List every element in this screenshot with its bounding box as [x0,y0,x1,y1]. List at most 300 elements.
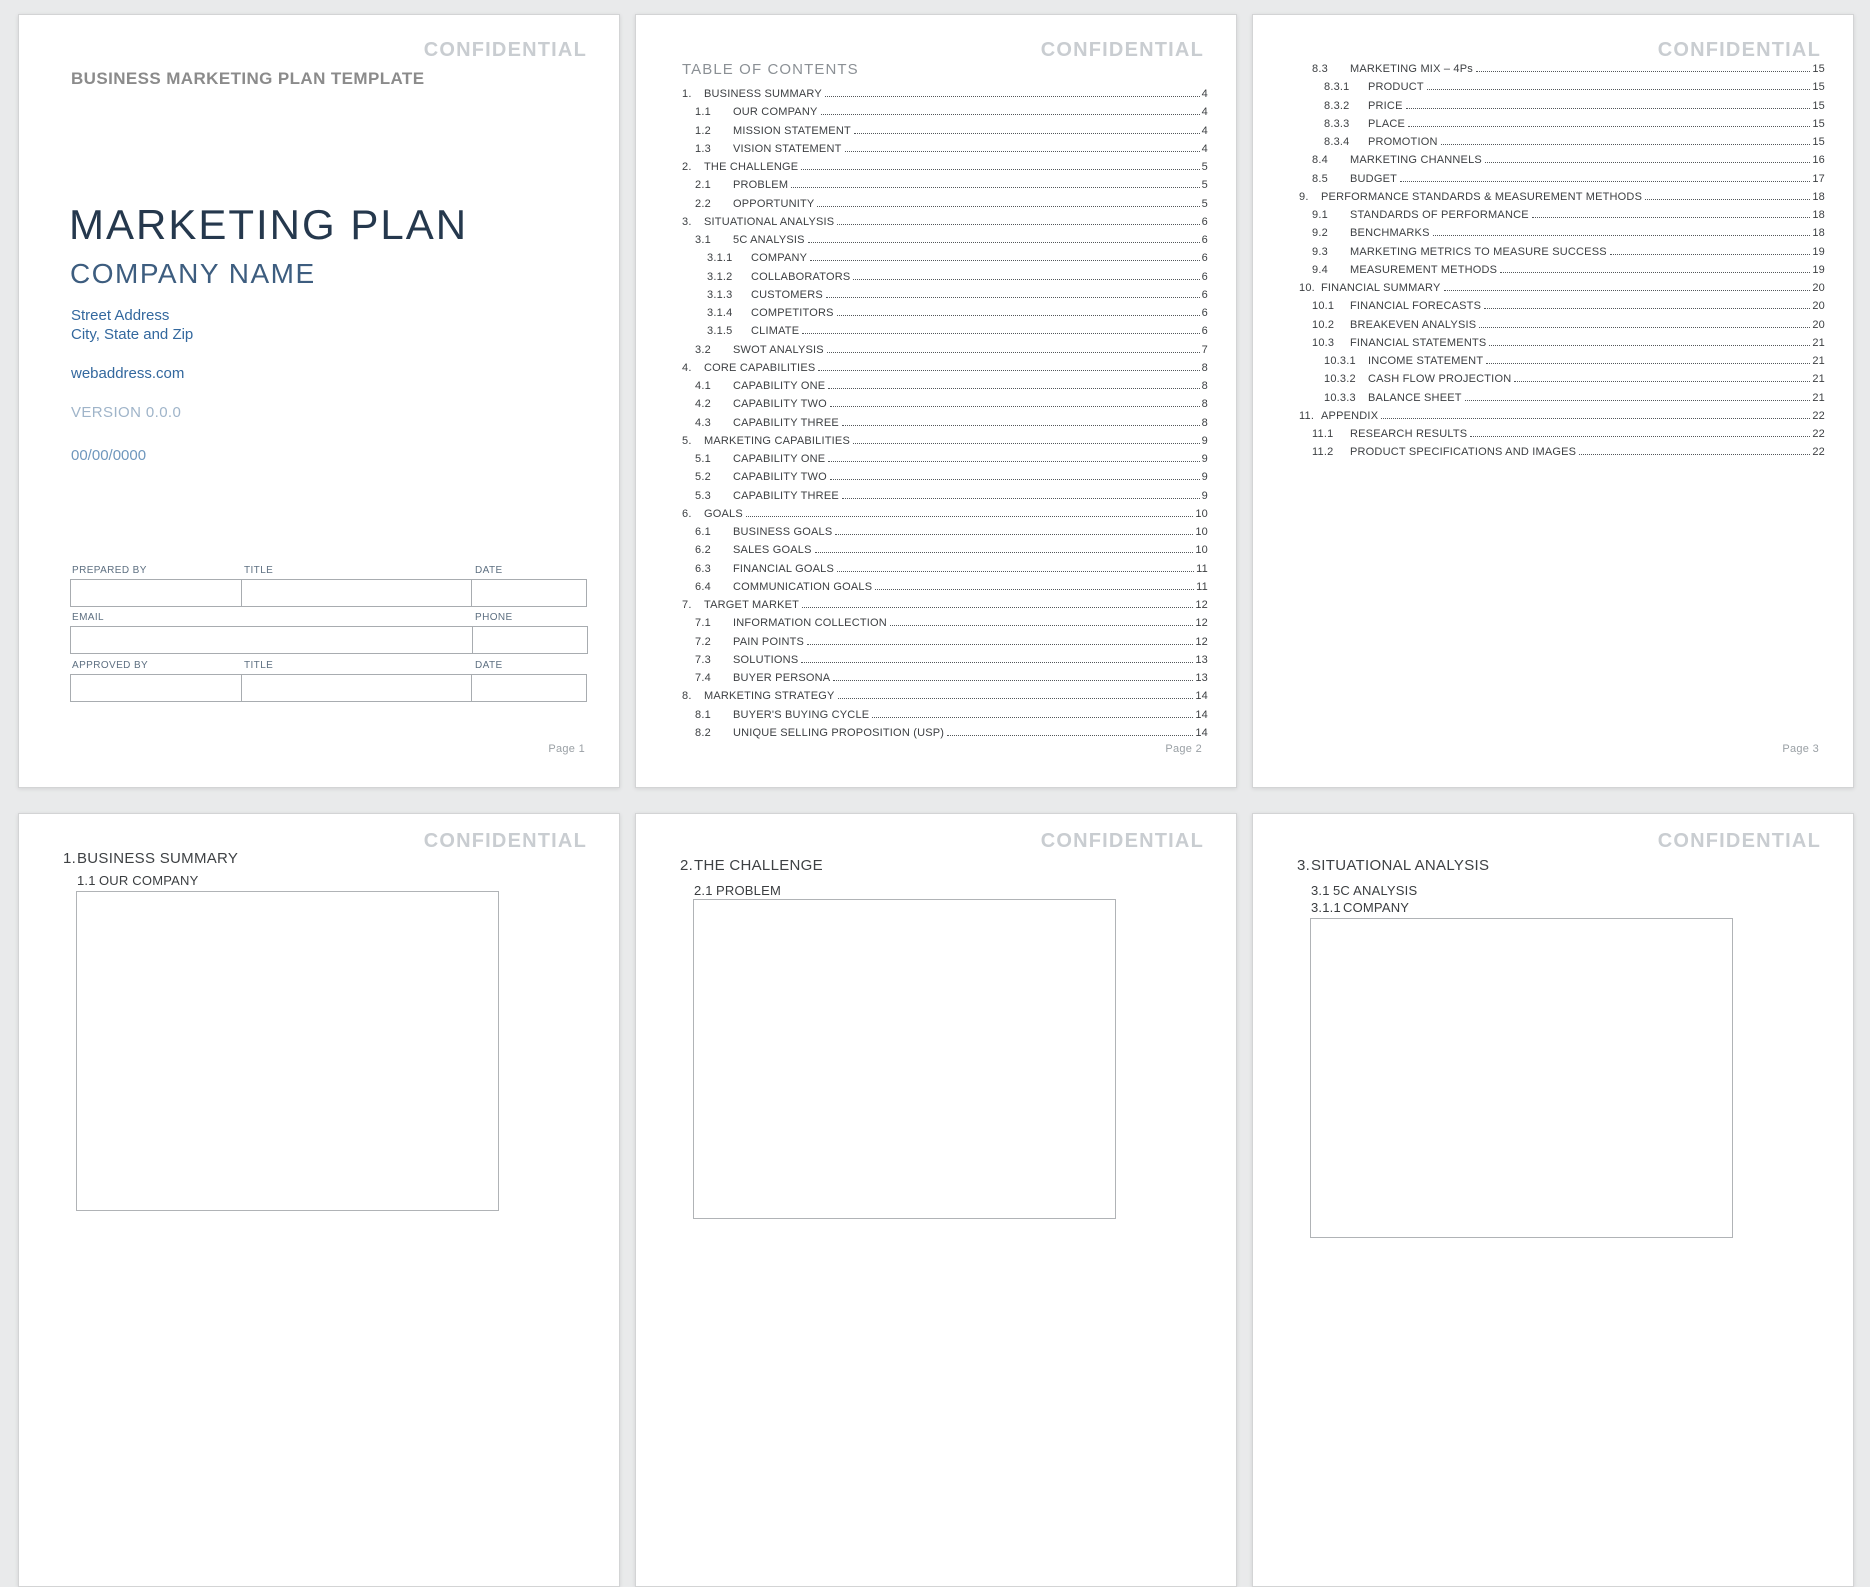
approved-date-field[interactable] [471,674,587,702]
section-title: SITUATIONAL ANALYSIS [1311,857,1490,874]
toc-entry-number: 10.2 [1312,318,1335,331]
toc-entry-label: 5C ANALYSIS [733,234,805,246]
toc-entry [636,234,1208,252]
subsection-title: 5C ANALYSIS [1333,883,1418,898]
leader-dots [791,187,1199,188]
toc-entry-page: 4 [1201,124,1208,137]
toc-heading: TABLE OF CONTENTS [682,61,859,78]
leader-dots [842,425,1200,426]
toc-entry-page: 6 [1201,252,1208,265]
toc-entry-page: 13 [1195,653,1208,666]
confidential-watermark: CONFIDENTIAL [1657,830,1821,852]
leader-dots [818,370,1199,371]
toc-entry-label: OPPORTUNITY [733,197,815,210]
toc-entry-label: CAPABILITY ONE [733,453,826,465]
toc-entry-label: COMMUNICATION GOALS [733,580,873,593]
toc-entry-page: 8 [1201,416,1208,429]
toc-entry [1253,100,1825,118]
toc-entry-label: SITUATIONAL ANALYSIS [704,215,835,228]
confidential-watermark: CONFIDENTIAL [1040,39,1204,61]
toc-entry-number: 5.3 [695,489,711,502]
document-page-cover [18,14,620,788]
toc-entry-page: 18 [1812,227,1825,240]
toc-entry-page: 9 [1201,453,1208,465]
leader-dots [1444,290,1811,291]
toc-entry [636,307,1208,325]
toc-entry-label: CORE CAPABILITIES [704,361,816,374]
toc-entry-page: 9 [1201,434,1208,447]
toc-entry-label: INFORMATION COLLECTION [733,617,887,630]
leader-dots [815,552,1194,553]
toc-entry-label: SWOT ANALYSIS [733,343,824,356]
toc-entry-number: 4.2 [695,398,711,411]
toc-entry-number: 8.1 [695,708,711,721]
signoff-form [70,561,589,702]
toc-entry [636,143,1208,161]
section-title: BUSINESS SUMMARY [77,850,239,867]
leader-dots [830,479,1200,480]
leader-dots [1486,363,1810,364]
toc-entry-page: 14 [1195,690,1208,703]
toc-entry-number: 3.2 [695,343,711,356]
toc-entry-number: 7. [682,599,692,611]
leader-dots [802,333,1199,334]
toc-entry-page: 15 [1812,136,1825,148]
leader-dots [1465,400,1811,401]
toc-entry-number: 6.3 [695,562,711,575]
problem-text-box[interactable] [693,899,1116,1219]
toc-entry-label: SOLUTIONS [733,653,799,666]
toc-entry-page: 17 [1812,172,1825,185]
toc-entry [636,690,1208,708]
toc-entry [1253,373,1825,391]
toc-entry-label: MARKETING METRICS TO MEASURE SUCCESS [1350,245,1607,258]
toc-entry-page: 14 [1195,708,1208,721]
web-address: webaddress.com [71,365,185,382]
toc-entry-number: 1. [682,88,692,100]
leader-dots [1433,235,1811,236]
toc-entry-number: 2.1 [695,179,711,192]
toc-entry [1253,191,1825,209]
version-label: VERSION 0.0.0 [71,404,182,421]
leader-dots [1470,436,1810,437]
toc-entry-number: 4. [682,361,692,374]
toc-entry-number: 3.1.4 [707,307,733,319]
toc-entry [636,709,1208,727]
leader-dots [1441,144,1811,145]
subsubsection-title: COMPANY [1343,900,1410,915]
subsection-heading [694,883,781,898]
leader-dots [1500,272,1810,273]
toc-entry-number: 8.3.4 [1324,136,1350,148]
toc-entry-label: PRODUCT [1368,81,1424,94]
leader-dots [817,206,1199,207]
leader-dots [854,133,1200,134]
subsection-title: OUR COMPANY [99,873,199,888]
toc-entry-label: UNIQUE SELLING PROPOSITION (USP) [733,726,945,739]
toc-entry [636,417,1208,435]
leader-dots [837,315,1200,316]
toc-entry-number: 6.4 [695,580,711,593]
section-heading [680,857,823,874]
toc-entry-label: PRODUCT SPECIFICATIONS AND IMAGES [1350,446,1577,459]
toc-entry-label: THE CHALLENGE [704,161,799,173]
subsubsection-number: 3.1.1 [1311,900,1341,915]
template-header: BUSINESS MARKETING PLAN TEMPLATE [71,69,425,88]
toc-entry [1253,392,1825,410]
leader-dots [1610,254,1811,255]
toc-entry [636,88,1208,106]
toc-entry-page: 15 [1812,99,1825,112]
approved-by-field[interactable] [70,674,242,702]
toc-entry [1253,428,1825,446]
approver-title-field[interactable] [241,674,472,702]
section-heading [1297,857,1489,874]
leader-dots [842,498,1200,499]
toc-entry-label: PERFORMANCE STANDARDS & MEASUREMENT METHODS [1321,190,1643,203]
document-page-situational-analysis [1252,813,1854,1587]
document-page-toc-2 [1252,14,1854,788]
subsection-heading [1311,883,1417,898]
toc-entry-number: 9.1 [1312,209,1328,221]
toc-entry [636,636,1208,654]
date-label: 00/00/0000 [71,447,147,464]
toc-entry-number: 8.3.2 [1324,99,1350,112]
toc-entry [636,271,1208,289]
toc-entry-number: 10. [1299,282,1315,294]
toc-entry-page: 16 [1812,154,1825,167]
toc-entry-number: 9.3 [1312,245,1328,258]
toc-entry-number: 4.3 [695,416,711,429]
toc-entry-page: 18 [1812,190,1825,203]
page-number-footer: Page 3 [1782,743,1819,755]
subsubsection-heading [1311,900,1409,915]
city-state-zip: City, State and Zip [71,325,194,343]
toc-entry [636,453,1208,471]
toc-entry-label: COLLABORATORS [751,270,851,283]
toc-entry [636,289,1208,307]
toc-entry [636,508,1208,526]
toc-entry-page: 6 [1201,325,1208,338]
email-field[interactable] [70,626,473,654]
leader-dots [830,406,1200,407]
leader-dots [872,717,1193,718]
toc-entry-page: 6 [1201,288,1208,301]
leader-dots [828,388,1199,389]
prepared-by-field[interactable] [70,579,242,607]
leader-dots [837,571,1194,572]
approved-by-label: APPROVED BY [72,660,149,671]
toc-entry [1253,227,1825,245]
toc-entry-page: 21 [1812,336,1825,349]
toc-entry [636,380,1208,398]
toc-entry-page: 12 [1195,599,1208,611]
toc-entry-number: 1.2 [695,124,711,137]
toc-entry-page: 15 [1812,81,1825,94]
section-number: 1. [63,850,77,867]
toc-entry-page: 14 [1195,726,1208,739]
toc-entry-number: 6. [682,507,692,520]
toc-entry-page: 4 [1201,142,1208,155]
toc-entry-number: 8.3.3 [1324,117,1350,130]
toc-entry-number: 10.1 [1312,300,1335,313]
toc-entry [636,727,1208,745]
leader-dots [833,680,1193,681]
leader-dots [835,534,1193,535]
toc-entry-label: CAPABILITY TWO [733,398,827,411]
toc-entry-label: RESEARCH RESULTS [1350,428,1468,440]
toc-entry [636,344,1208,362]
toc-entry [636,161,1208,179]
leader-dots [1485,162,1810,163]
toc-entry [636,398,1208,416]
leader-dots [801,662,1193,663]
leader-dots [1408,126,1810,127]
toc-entry [636,490,1208,508]
toc-entry-label: CAPABILITY TWO [733,471,827,484]
toc-entry-label: PRICE [1368,99,1403,112]
toc-entry-label: CUSTOMERS [751,288,823,301]
toc-entry-label: MARKETING MIX – 4Ps [1350,63,1473,75]
toc-entry-number: 11. [1299,409,1315,422]
leader-dots [827,352,1200,353]
leader-dots [837,224,1199,225]
phone-field[interactable] [472,626,588,654]
toc-entry-page: 5 [1201,179,1208,192]
leader-dots [1532,217,1811,218]
leader-dots [947,735,1193,736]
prepared-date-field[interactable] [471,579,587,607]
toc-entry-label: COMPETITORS [751,307,834,319]
toc-entry-label: MARKETING CAPABILITIES [704,434,851,447]
toc-entry-label: BALANCE SHEET [1368,391,1462,404]
toc-entry-number: 8.4 [1312,154,1328,167]
title-label: TITLE [244,565,274,576]
toc-entry-number: 11.1 [1312,428,1334,440]
toc-entry-page: 10 [1195,526,1208,538]
toc-entry [1253,446,1825,464]
our-company-text-box[interactable] [76,891,499,1211]
toc-entry-label: PAIN POINTS [733,635,805,648]
leader-dots [1400,181,1810,182]
subsection-heading [77,873,198,888]
toc-entry-number: 5.2 [695,471,711,484]
toc-entry-label: MISSION STATEMENT [733,124,851,137]
company-address [71,307,193,344]
toc-entry [1253,154,1825,172]
toc-entry-number: 3.1.2 [707,270,733,283]
toc-entry-number: 5.1 [695,453,711,465]
phone-label: PHONE [475,612,513,623]
leader-dots [1427,89,1811,90]
toc-entry-label: FINANCIAL SUMMARY [1321,282,1441,294]
leader-dots [808,242,1200,243]
toc-entry-label: CAPABILITY THREE [733,489,839,502]
toc-entry-number: 8.5 [1312,172,1328,185]
toc-entry-label: PLACE [1368,117,1406,130]
leader-dots [853,279,1199,280]
company-name: COMPANY NAME [70,258,316,289]
confidential-watermark: CONFIDENTIAL [423,39,587,61]
toc-entry-page: 8 [1201,361,1208,374]
toc-entry-number: 8.3.1 [1324,81,1350,94]
toc-entry-page: 6 [1201,307,1208,319]
toc-entry [636,362,1208,380]
email-label: EMAIL [72,612,105,623]
toc-entry-label: FINANCIAL GOALS [733,562,835,575]
leader-dots [1514,381,1810,382]
toc-entry-page: 11 [1196,562,1208,575]
toc-entry-page: 12 [1195,617,1208,630]
toc-entry-label: FINANCIAL STATEMENTS [1350,336,1487,349]
toc-entry-number: 3.1 [695,234,711,246]
toc-entry-page: 21 [1812,355,1825,367]
toc-entry-label: PROMOTION [1368,136,1438,148]
toc-entry-label: BENCHMARKS [1350,227,1430,240]
toc-entry-number: 10.3.2 [1324,373,1356,386]
section-title: THE CHALLENGE [694,857,823,874]
toc-entry-page: 20 [1812,318,1825,331]
leader-dots [746,516,1193,517]
leader-dots [1381,418,1810,419]
toc-entry [1253,209,1825,227]
toc-entry-label: GOALS [704,507,743,520]
toc-entry-label: CASH FLOW PROJECTION [1368,373,1512,386]
toc-entry-number: 10.3 [1312,336,1335,349]
approver-title-label: TITLE [244,660,274,671]
leader-dots [828,461,1199,462]
toc-entry-page: 18 [1812,209,1825,221]
toc-entry-number: 6.1 [695,526,711,538]
toc-entry-label: COMPANY [751,252,808,265]
leader-dots [1484,308,1810,309]
toc-entry [636,125,1208,143]
toc-entry [1253,282,1825,300]
toc-entry-number: 1.3 [695,142,711,155]
toc-entry-number: 3.1.3 [707,288,733,301]
toc-entry [636,216,1208,234]
toc-entry-page: 13 [1195,672,1208,684]
toc-list [1253,63,1825,465]
leader-dots [825,96,1200,97]
toc-entry-page: 8 [1201,398,1208,411]
confidential-watermark: CONFIDENTIAL [423,830,587,852]
toc-entry [636,325,1208,343]
toc-entry-page: 21 [1812,391,1825,404]
leader-dots [1579,454,1810,455]
toc-entry [636,563,1208,581]
toc-entry [636,544,1208,562]
toc-entry-page: 6 [1201,215,1208,228]
toc-entry-label: CAPABILITY THREE [733,416,839,429]
toc-entry [636,198,1208,216]
toc-entry-label: CLIMATE [751,325,800,338]
toc-entry-label: MEASUREMENT METHODS [1350,263,1498,276]
toc-entry-page: 11 [1196,580,1208,593]
toc-entry-number: 9. [1299,190,1309,203]
company-text-box[interactable] [1310,918,1733,1238]
toc-entry-number: 1.1 [695,106,711,119]
toc-entry [636,252,1208,270]
approved-date-label: DATE [475,660,503,671]
toc-entry-label: APPENDIX [1321,409,1379,422]
leader-dots [1479,327,1810,328]
toc-entry [636,617,1208,635]
leader-dots [1476,71,1810,72]
leader-dots [810,260,1199,261]
toc-entry [1253,410,1825,428]
toc-entry-page: 7 [1201,343,1208,356]
toc-entry [1253,136,1825,154]
toc-entry [636,471,1208,489]
toc-entry-page: 22 [1812,446,1825,459]
toc-list [636,88,1208,745]
toc-entry-page: 5 [1201,197,1208,210]
section-number: 2. [680,857,694,874]
toc-entry-label: BUSINESS GOALS [733,526,833,538]
toc-entry [1253,118,1825,136]
toc-entry-page: 15 [1812,63,1825,75]
toc-entry-page: 10 [1195,544,1208,557]
toc-entry-page: 20 [1812,300,1825,313]
leader-dots [826,297,1200,298]
toc-entry [1253,355,1825,373]
toc-entry-number: 7.4 [695,672,711,684]
toc-entry [636,435,1208,453]
toc-entry-page: 9 [1201,489,1208,502]
toc-entry-number: 8.3 [1312,63,1328,75]
toc-entry-label: BUSINESS SUMMARY [704,88,822,100]
toc-entry [1253,63,1825,81]
toc-entry [636,581,1208,599]
toc-entry-label: OUR COMPANY [733,106,818,119]
toc-entry-page: 12 [1195,635,1208,648]
toc-entry [1253,246,1825,264]
toc-entry-page: 8 [1201,380,1208,392]
toc-entry-number: 3. [682,215,692,228]
confidential-watermark: CONFIDENTIAL [1657,39,1821,61]
toc-entry-label: VISION STATEMENT [733,142,842,155]
toc-entry-page: 20 [1812,282,1825,294]
subsection-number: 3.1 [1311,883,1330,898]
prepared-by-label: PREPARED BY [72,565,147,576]
toc-entry-page: 6 [1201,270,1208,283]
leader-dots [1406,108,1811,109]
street-address: Street Address [71,307,170,324]
section-heading [63,850,238,867]
leader-dots [802,607,1193,608]
leader-dots [875,589,1194,590]
toc-entry [1253,264,1825,282]
toc-entry-number: 9.4 [1312,263,1328,276]
toc-entry-page: 19 [1812,245,1825,258]
preparer-title-field[interactable] [241,579,472,607]
section-number: 3. [1297,857,1311,874]
toc-entry-number: 10.3.1 [1324,355,1356,367]
toc-entry-page: 4 [1201,88,1208,100]
toc-entry-number: 10.3.3 [1324,391,1356,404]
toc-entry-page: 21 [1812,373,1825,386]
document-title: MARKETING PLAN [69,201,469,248]
page-number-footer: Page 1 [548,743,585,755]
toc-entry-label: CAPABILITY ONE [733,380,826,392]
toc-entry-page: 9 [1201,471,1208,484]
toc-entry [636,106,1208,124]
toc-entry-page: 22 [1812,428,1825,440]
toc-entry [1253,319,1825,337]
toc-entry-page: 6 [1201,234,1208,246]
document-page-the-challenge [635,813,1237,1587]
